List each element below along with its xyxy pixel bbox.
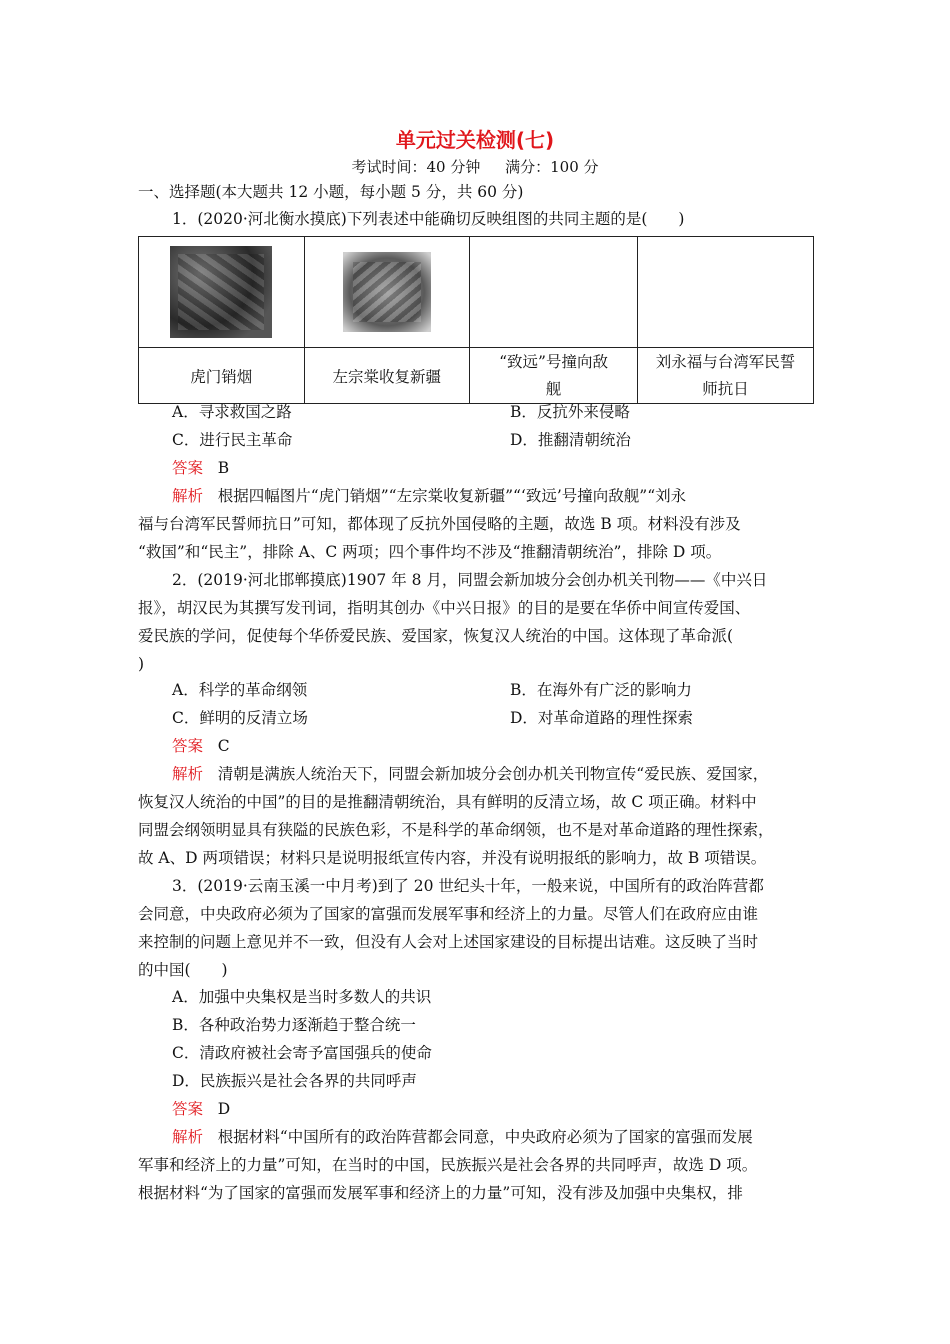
- q1-answer: 答案 B: [172, 459, 230, 477]
- page-title: 单元过关检测(七): [395, 128, 555, 152]
- section-heading: 一、选择题(本大题共 12 小题，每小题 5 分，共 60 分): [138, 183, 524, 201]
- picture-cell-2: [304, 237, 469, 348]
- q2-analysis-line2: 恢复汉人统治的中国”的目的是推翻清朝统治，具有鲜明的反清立场，故 C 项正确。材料中: [138, 793, 757, 811]
- q2-stem-line3: 爱民族的学问，促使每个华侨爱民族、爱国家，恢复汉人统治的中国。这体现了革命派(: [138, 627, 734, 645]
- option-b: B．在海外有广泛的影响力: [510, 681, 692, 699]
- picture-cell-3: [470, 237, 638, 348]
- q3-answer: 答案 D: [172, 1100, 231, 1118]
- q1-picture-table: [138, 236, 814, 404]
- q2-stem-line1: 2．(2019·河北邯郸摸底)1907 年 8 月，同盟会新加坡分会创办机关刊物——《中兴日: [172, 571, 768, 589]
- q3-analysis-line2: 军事和经济上的力量”可知，在当时的中国，民族振兴是社会各界的共同呼声，故选 D 项。: [138, 1156, 758, 1174]
- q1-analysis-line2: 福与台湾军民誓师抗日”可知，都体现了反抗外国侵略的主题，故选 B 项。材料没有涉及: [138, 515, 741, 533]
- q3-stem-line1: 3．(2019·云南玉溪一中月考)到了 20 世纪头十年，一般来说，中国所有的政治阵营都: [172, 877, 764, 895]
- caption-4: 刘永福与台湾军民誓 师抗日: [638, 348, 814, 404]
- q1-analysis-line3: “救国”和“民主”，排除 A、C 两项；四个事件均不涉及“推翻清朝统治”，排除 D 项。: [138, 543, 722, 561]
- picture-cell-1: [139, 237, 305, 348]
- q3-option-d: D．民族振兴是社会各界的共同呼声: [172, 1072, 417, 1090]
- option-b: B．反抗外来侵略: [510, 403, 630, 421]
- caption-1: 虎门销烟: [139, 348, 305, 404]
- option-c: C．进行民主革命: [172, 431, 293, 449]
- q3-stem-line2: 会同意，中央政府必须为了国家的富强而发展军事和经济上的力量。尽管人们在政府应由谁: [138, 905, 759, 923]
- q3-stem-line3: 来控制的问题上意见并不一致，但没有人会对上述国家建设的目标提出诘难。这反映了当时: [138, 933, 759, 951]
- exam-score: 满分：100 分: [505, 158, 599, 176]
- option-d: D．对革命道路的理性探索: [510, 709, 693, 727]
- picture-cell-4: [638, 237, 814, 348]
- option-a: A．寻求救国之路: [172, 403, 292, 421]
- q3-stem-line4: 的中国( ): [138, 961, 228, 979]
- q2-stem-line2: 报》，胡汉民为其撰写发刊词，指明其创办《中兴日报》的目的是要在华侨中间宣传爱国、: [138, 599, 751, 617]
- q3-analysis-line1: 解析 根据材料“中国所有的政治阵营都会同意，中央政府必须为了国家的富强而发展: [172, 1128, 753, 1146]
- q2-stem-line4: ): [138, 655, 145, 673]
- q3-option-c: C．清政府被社会寄予富国强兵的使命: [172, 1044, 432, 1062]
- option-a: A．科学的革命纲领: [172, 681, 308, 699]
- relief-sculpture-image: [170, 246, 272, 338]
- caption-2: 左宗棠收复新疆: [304, 348, 469, 404]
- q3-option-b: B．各种政治势力逐渐趋于整合统一: [172, 1016, 416, 1034]
- option-d: D．推翻清朝统治: [510, 431, 631, 449]
- q3-analysis-line3: 根据材料“为了国家的富强而发展军事和经济上的力量”可知，没有涉及加强中央集权，排: [138, 1184, 743, 1202]
- exam-time: 考试时间：40 分钟: [351, 158, 481, 176]
- q3-option-a: A．加强中央集权是当时多数人的共识: [172, 988, 432, 1006]
- q2-analysis-line4: 故 A、D 两项错误；材料只是说明报纸宣传内容，并没有说明报纸的影响力，故 B 项错误。: [138, 849, 767, 867]
- q2-options-row1: [172, 676, 862, 704]
- caption-3: “致远”号撞向敌 舰: [470, 348, 638, 404]
- q1-stem: 1．(2020·河北衡水摸底)下列表述中能确切反映组图的共同主题的是( ): [172, 210, 685, 228]
- q2-analysis-line1: 解析 清朝是满族人统治天下，同盟会新加坡分会创办机关刊物宣传“爱民族、爱国家，: [172, 765, 769, 783]
- q1-options-row2: [172, 426, 862, 454]
- exam-info: [0, 156, 950, 177]
- q2-analysis-line3: 同盟会纲领明显具有狭隘的民族色彩，不是科学的革命纲领，也不是对革命道路的理性探索，: [138, 821, 774, 839]
- q2-answer: 答案 C: [172, 737, 230, 755]
- q1-analysis-line1: 解析 根据四幅图片“虎门销烟”“左宗棠收复新疆”“‘致远’号撞向敌舰”“刘永: [172, 487, 687, 505]
- q2-options-row2: [172, 704, 862, 732]
- option-c: C．鲜明的反清立场: [172, 709, 308, 727]
- relief-sculpture-image: [343, 252, 431, 332]
- q1-options-row1: [172, 398, 862, 426]
